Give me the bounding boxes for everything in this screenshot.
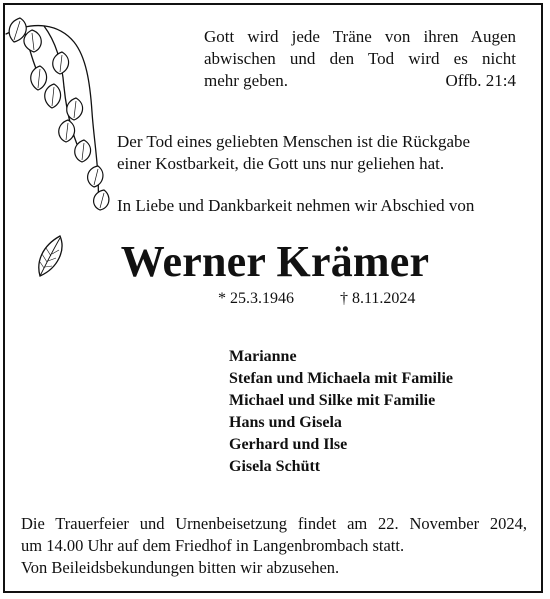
leafy-branch-icon (4, 12, 114, 212)
mourner: Michael und Silke mit Familie (229, 392, 436, 409)
deceased-name: Werner Krämer (120, 237, 430, 286)
farewell-line: In Liebe und Dankbarkeit nehmen wir Abschied von (117, 196, 475, 215)
mourner: Stefan und Michaela mit Familie (229, 370, 453, 387)
mourner: Gisela Schütt (229, 458, 321, 475)
footer-line: Die Trauerfeier und Urnenbeisetzung findet am 22. November 2024, (21, 514, 527, 533)
mourners-list (229, 346, 453, 478)
quote-reference: Offb. 21:4 (445, 71, 516, 90)
quote-line: Gott wird jede Träne von ihren Augen (204, 27, 516, 46)
paragraph-line: Der Tod eines geliebten Menschen ist die Rückgabe (117, 132, 471, 151)
birth-date: * 25.3.1946 (218, 290, 294, 307)
quote-last-line (204, 70, 516, 92)
quote-line: mehr geben. (204, 71, 289, 90)
footer-line: um 14.00 Uhr auf dem Friedhof in Langenbrombach statt. (21, 536, 405, 555)
mourner: Hans und Gisela (229, 414, 342, 431)
quote-line: abwischen und den Tod wird es nicht (204, 49, 516, 68)
intro-paragraph (117, 131, 470, 175)
funeral-details (21, 513, 527, 579)
bible-quote (204, 26, 516, 92)
footer-line: Von Beileidsbekundungen bitten wir abzusehen. (21, 558, 340, 577)
mourner: Gerhard und Ilse (229, 436, 348, 453)
life-dates (218, 288, 415, 310)
paragraph-line: einer Kostbarkeit, die Gott uns nur geliehen hat. (117, 154, 445, 173)
mourner: Marianne (229, 348, 297, 365)
death-date: † 8.11.2024 (340, 290, 416, 307)
